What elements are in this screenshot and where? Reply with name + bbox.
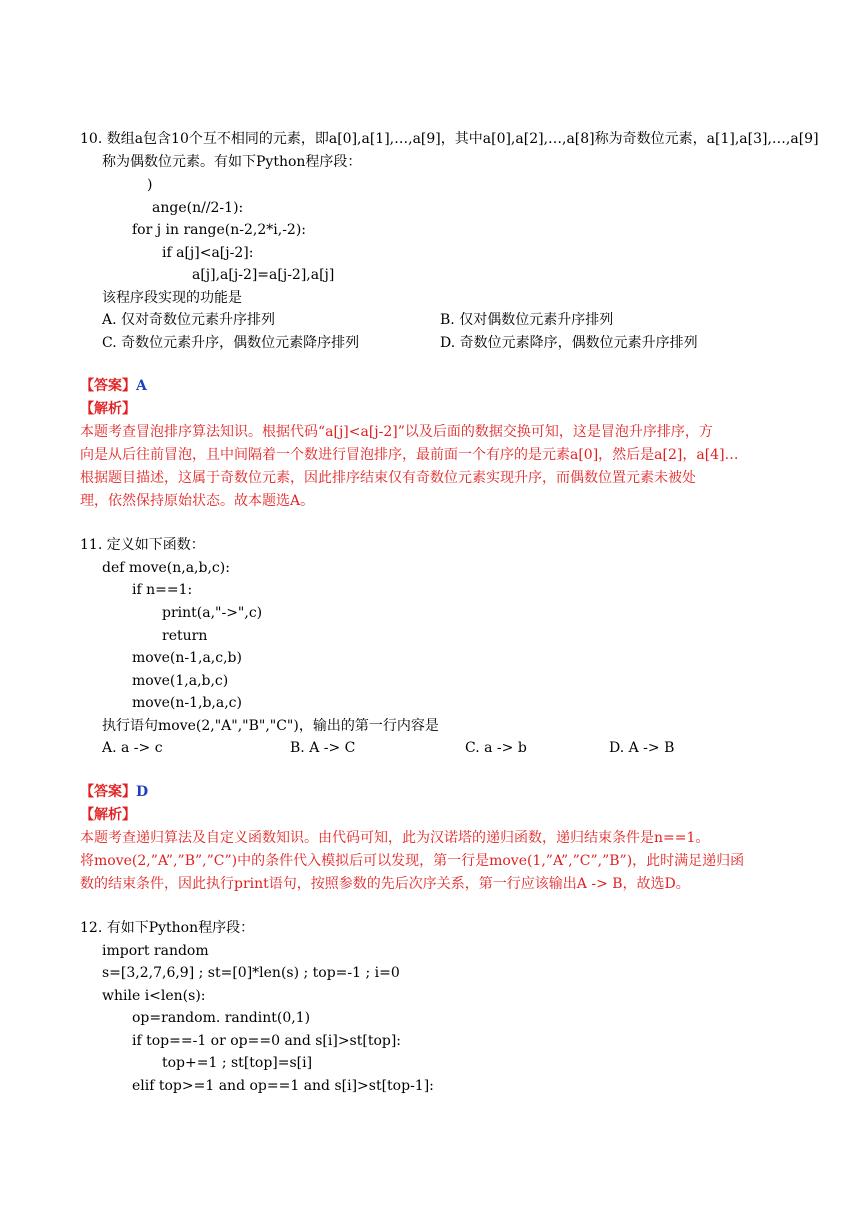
q10-code-line: a[j],a[j-2]=a[j-2],a[j] <box>192 267 335 283</box>
q11-analysis-line: 将move(2,”A”,”B”,”C”)中的条件代入模拟后可以发现，第一行是move(1,”A”,”C”,”B”)，此时满足递归函 <box>80 853 745 869</box>
q10-analysis-line: 理，依然保持原始状态。故本题选A。 <box>80 493 315 509</box>
q10-stem-line-1: 10. 数组a包含10个互不相同的元素，即a[0],a[1],…,a[9]，其中a[0],a[2],…,a[8]称为奇数位元素，a[1],a[3],…,a[9] <box>80 131 819 147</box>
q11-analysis-label: 【解析】 <box>80 807 136 823</box>
q10-analysis-line: 根据题目描述，这属于奇数位元素，因此排序结束仅有奇数位元素实现升序，而偶数位置元素未被处 <box>80 470 696 486</box>
q11-code-line: def move(n,a,b,c): <box>102 560 230 576</box>
q11-answer <box>80 783 148 801</box>
q11-stem: 11. 定义如下函数： <box>80 537 205 553</box>
q10-option-c: C. 奇数位元素升序，偶数位元素降序排列 <box>102 335 360 351</box>
q11-option-c: C. a -> b <box>465 740 527 756</box>
q12-code-line: if top==-1 or op==0 and s[i]>st[top]: <box>132 1033 402 1049</box>
q11-option-d: D. A -> B <box>609 740 675 756</box>
q10-answer <box>80 377 147 395</box>
q12-code-line: op=random. randint(0,1) <box>132 1010 311 1026</box>
q10-analysis-line: 本题考查冒泡排序算法知识。根据代码“a[j]<a[j-2]”以及后面的数据交换可知，这是冒泡升序排序，方 <box>80 424 713 440</box>
q10-code-line: ange(n//2-1): <box>152 200 244 216</box>
q10-analysis-line: 向是从后往前冒泡，且中间隔着一个数进行冒泡排序，最前面一个有序的是元素a[0]，然后是a[2]，a[4]… <box>80 447 739 463</box>
q10-code-line: ) <box>147 177 153 193</box>
q10-code-line: for j in range(n-2,2*i,-2): <box>132 222 307 238</box>
q12-code-line: import random <box>102 943 209 959</box>
q11-code-line: if n==1: <box>132 582 193 598</box>
answer-label: 【答案】 <box>80 784 136 800</box>
q12-stem: 12. 有如下Python程序段： <box>80 920 255 936</box>
q11-option-b: B. A -> C <box>290 740 356 756</box>
q12-code-line: while i<len(s): <box>102 988 206 1004</box>
q11-code-line: print(a,"->",c) <box>162 605 263 621</box>
q11-prompt: 执行语句move(2,"A","B","C")，输出的第一行内容是 <box>102 718 439 734</box>
q12-code-line: elif top>=1 and op==1 and s[i]>st[top-1]: <box>132 1078 434 1094</box>
q11-analysis-line: 数的结束条件，因此执行print语句，按照参数的先后次序关系，第一行应该输出A -> B，故选D。 <box>80 876 690 892</box>
answer-value: D <box>136 784 149 800</box>
q10-option-b: B. 仅对偶数位元素升序排列 <box>440 312 614 328</box>
q10-prompt: 该程序段实现的功能是 <box>102 290 242 306</box>
q12-code-line: top+=1 ; st[top]=s[i] <box>162 1055 313 1071</box>
q11-code-line: move(n-1,a,c,b) <box>132 650 242 666</box>
answer-value: A <box>136 378 147 394</box>
q10-option-a: A. 仅对奇数位元素升序排列 <box>102 312 276 328</box>
answer-label: 【答案】 <box>80 378 136 394</box>
q10-analysis-label: 【解析】 <box>80 401 136 417</box>
q11-analysis-line: 本题考查递归算法及自定义函数知识。由代码可知，此为汉诺塔的递归函数，递归结束条件是n==1。 <box>80 830 710 846</box>
q10-code-line: if a[j]<a[j-2]: <box>162 245 254 261</box>
q11-code-line: move(n-1,b,a,c) <box>132 695 242 711</box>
q10-option-d: D. 奇数位元素降序，偶数位元素升序排列 <box>440 335 698 351</box>
q12-code-line: s=[3,2,7,6,9] ; st=[0]*len(s) ; top=-1 ; i=0 <box>102 965 400 981</box>
q10-stem-line-2: 称为偶数位元素。有如下Python程序段： <box>102 154 362 170</box>
q11-option-a: A. a -> c <box>102 740 163 756</box>
q11-code-line: move(1,a,b,c) <box>132 673 229 689</box>
q11-code-line: return <box>162 628 208 644</box>
